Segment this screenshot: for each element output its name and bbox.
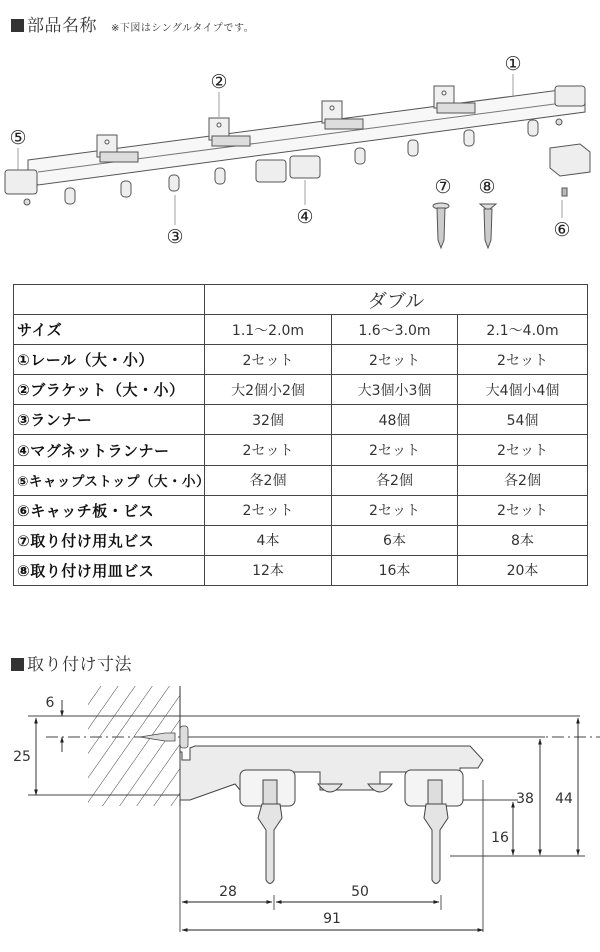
cap-stop-right-icon	[555, 86, 585, 106]
table-row	[14, 495, 588, 525]
cell: 各2個	[205, 465, 332, 495]
cell: 54個	[458, 405, 588, 435]
dim-50: 50	[351, 884, 369, 900]
cell: 8本	[458, 525, 588, 555]
table-header-row	[14, 285, 588, 315]
cell: 4本	[205, 525, 332, 555]
cell: 2.1〜4.0m	[458, 315, 588, 345]
cell: 12本	[205, 555, 332, 585]
row-label: ⑤キャップストップ（大・小）	[14, 465, 205, 495]
table-row	[14, 375, 588, 405]
runner-profile-icon	[240, 770, 295, 884]
dim-91: 91	[323, 911, 341, 927]
callout-7: ⑦	[434, 176, 452, 198]
cap-stop-left-icon	[5, 170, 37, 194]
callout-8: ⑧	[478, 176, 496, 198]
dimension-diagram	[0, 672, 600, 952]
cell: 大3個小3個	[332, 375, 458, 405]
dim-44: 44	[555, 791, 573, 807]
cell: 32個	[205, 405, 332, 435]
wall-hatch-icon	[88, 686, 180, 806]
parts-diagram	[0, 40, 600, 265]
header-blank-cell	[14, 285, 205, 315]
round-screw-icon	[433, 203, 449, 248]
cell: 6本	[332, 525, 458, 555]
rail-profile-icon	[180, 746, 483, 884]
table-row	[14, 405, 588, 435]
square-bullet-icon	[11, 658, 24, 671]
table-row	[14, 525, 588, 555]
parts-title-text: 部品名称	[27, 16, 97, 36]
cell: 2セット	[205, 345, 332, 375]
callout-5: ⑤	[9, 127, 27, 149]
cell: 2セット	[458, 345, 588, 375]
callout-4: ④	[296, 206, 314, 228]
square-bullet-icon	[11, 19, 24, 32]
spec-table	[13, 284, 588, 586]
cell: 2セット	[458, 495, 588, 525]
cell: 大2個小2個	[205, 375, 332, 405]
parts-note: ※下図はシングルタイプです。	[111, 23, 255, 34]
cell: 20本	[458, 555, 588, 585]
row-label: ①レール（大・小）	[14, 345, 205, 375]
callout-1: ①	[504, 53, 522, 75]
cell: 大4個小4個	[458, 375, 588, 405]
cell: 2セット	[332, 345, 458, 375]
dim-28: 28	[219, 884, 237, 900]
cell: 2セット	[332, 435, 458, 465]
callout-2: ②	[210, 71, 228, 93]
cell: 2セット	[458, 435, 588, 465]
callout-6: ⑥	[553, 219, 571, 241]
cell: 48個	[332, 405, 458, 435]
type-header-cell: ダブル	[205, 285, 588, 315]
callout-3: ③	[166, 226, 184, 248]
catch-plate-icon	[550, 144, 590, 196]
dim-16: 16	[491, 830, 509, 846]
row-label: サイズ	[14, 315, 205, 345]
row-label: ⑥キャッチ板・ビス	[14, 495, 205, 525]
cell: 16本	[332, 555, 458, 585]
table-row	[14, 555, 588, 585]
cell: 1.6〜3.0m	[332, 315, 458, 345]
cell: 1.1〜2.0m	[205, 315, 332, 345]
cell: 2セット	[205, 495, 332, 525]
dim-25: 25	[13, 749, 31, 765]
row-label: ②ブラケット（大・小）	[14, 375, 205, 405]
magnet-runner-icon	[256, 156, 320, 182]
parts-section-title	[11, 11, 254, 36]
dim-38: 38	[516, 791, 534, 807]
table-row	[14, 345, 588, 375]
dimension-title-text: 取り付け寸法	[27, 655, 132, 675]
row-label: ⑧取り付け用皿ビス	[14, 555, 205, 585]
table-row	[14, 315, 588, 345]
table-row	[14, 465, 588, 495]
cell: 2セット	[205, 435, 332, 465]
row-label: ④マグネットランナー	[14, 435, 205, 465]
flat-screw-icon	[480, 204, 496, 248]
cell: 各2個	[332, 465, 458, 495]
cell: 2セット	[332, 495, 458, 525]
row-label: ⑦取り付け用丸ビス	[14, 525, 205, 555]
cell: 各2個	[458, 465, 588, 495]
dim-6: 6	[45, 695, 55, 711]
table-row	[14, 435, 588, 465]
row-label: ③ランナー	[14, 405, 205, 435]
